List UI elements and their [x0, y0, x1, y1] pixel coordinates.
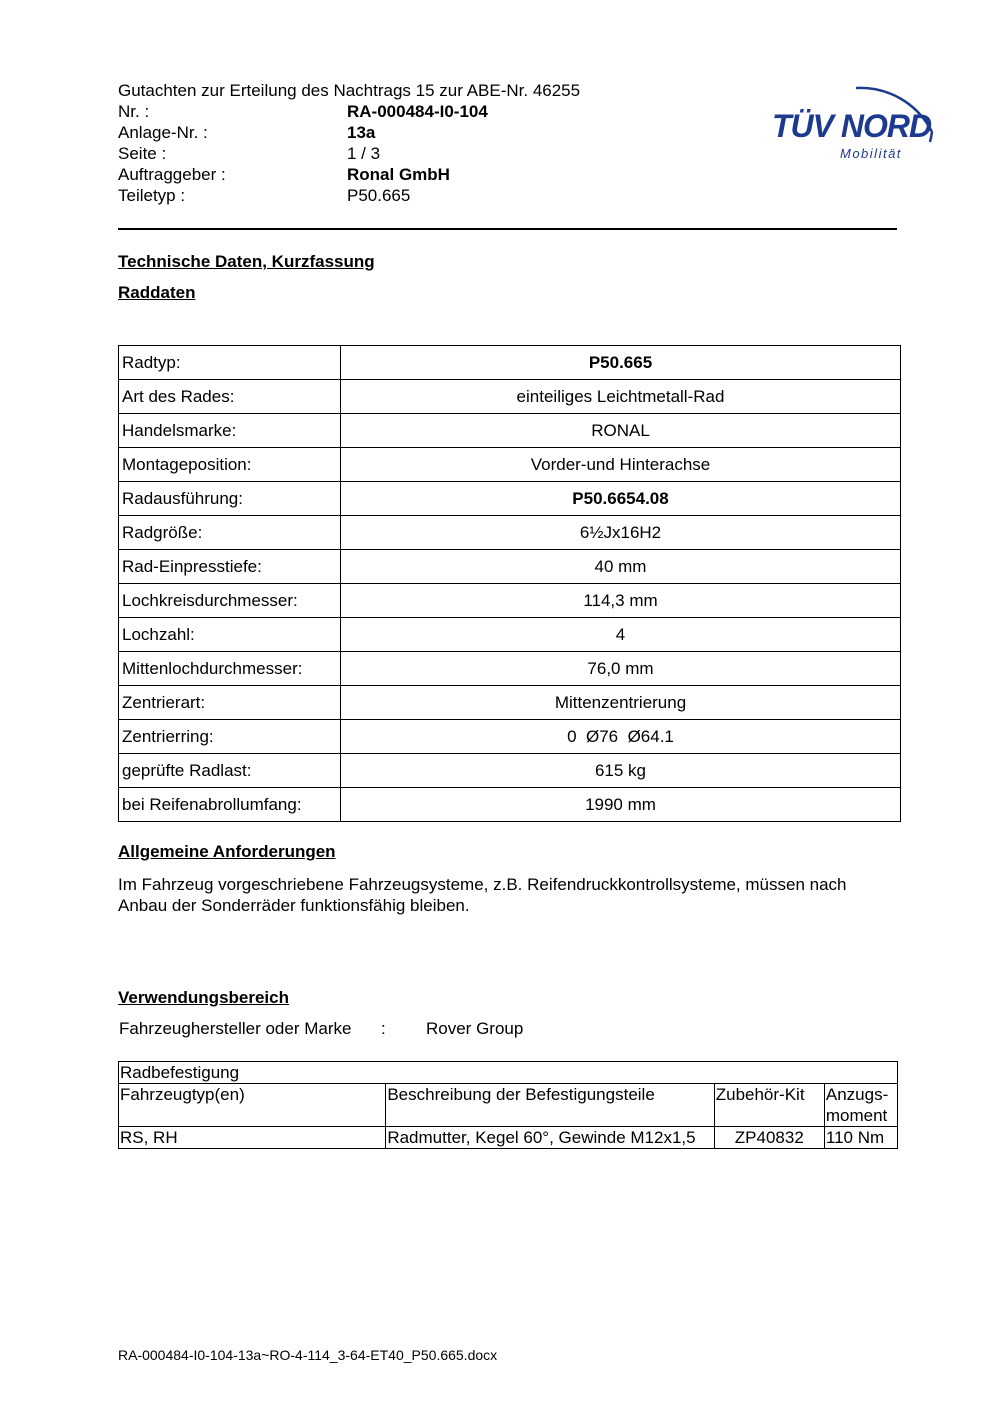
- table-cell: Radmutter, Kegel 60°, Gewinde M12x1,5: [386, 1127, 714, 1149]
- raddaten-value: RONAL: [341, 414, 901, 448]
- fahrzeughersteller-sep: :: [381, 1019, 386, 1038]
- header-row-nr: [118, 101, 758, 122]
- raddaten-key: Rad-Einpresstiefe:: [119, 550, 341, 584]
- table-row: [119, 686, 901, 720]
- header-value: 13a: [347, 123, 376, 142]
- raddaten-key: Mittenlochdurchmesser:: [119, 652, 341, 686]
- table-cell: ZP40832: [714, 1127, 824, 1149]
- header-row-seite: [118, 143, 758, 164]
- header-label: Auftraggeber :: [118, 165, 226, 184]
- table-row: [119, 516, 901, 550]
- table-row: [119, 618, 901, 652]
- raddaten-value: 76,0 mm: [341, 652, 901, 686]
- radbefestigung-table: [118, 1061, 898, 1149]
- raddaten-value: P50.665: [341, 346, 901, 380]
- raddaten-value: 6½Jx16H2: [341, 516, 901, 550]
- raddaten-value: 615 kg: [341, 754, 901, 788]
- raddaten-value: 40 mm: [341, 550, 901, 584]
- raddaten-key: Handelsmarke:: [119, 414, 341, 448]
- raddaten-key: geprüfte Radlast:: [119, 754, 341, 788]
- header-row-auftraggeber: [118, 164, 758, 185]
- header-cell: Beschreibung der Befestigungsteile: [386, 1084, 714, 1127]
- footer-filename: RA-000484-I0-104-13a~RO-4-114_3-64-ET40_P50.665.docx: [118, 1347, 498, 1363]
- header-value: RA-000484-I0-104: [347, 102, 488, 121]
- raddaten-key: Art des Rades:: [119, 380, 341, 414]
- raddaten-value: 4: [341, 618, 901, 652]
- logo-word: TÜV NORD: [772, 108, 932, 144]
- header-label: Teiletyp :: [118, 186, 186, 205]
- tuv-nord-logo: [766, 60, 946, 164]
- section-technische-daten: Technische Daten, Kurzfassung: [118, 252, 375, 271]
- table-row: [119, 482, 901, 516]
- header-row-anlage: [118, 122, 758, 143]
- raddaten-value: 114,3 mm: [341, 584, 901, 618]
- raddaten-value: Vorder-und Hinterachse: [341, 448, 901, 482]
- table-row: [119, 754, 901, 788]
- table-row: [119, 788, 901, 822]
- header-title: Gutachten zur Erteilung des Nachtrags 15 zur ABE-Nr. 46255: [118, 81, 581, 100]
- header-cell: Fahrzeugtyp(en): [119, 1084, 386, 1127]
- header-label: Seite :: [118, 144, 167, 163]
- table-row: [119, 720, 901, 754]
- raddaten-table: [118, 345, 901, 822]
- header-row-teiletyp: [118, 185, 758, 206]
- raddaten-value: 1990 mm: [341, 788, 901, 822]
- section-allgemeine-anforderungen: Allgemeine Anforderungen: [118, 842, 336, 861]
- raddaten-value: einteiliges Leichtmetall-Rad: [341, 380, 901, 414]
- section-verwendungsbereich: Verwendungsbereich: [118, 988, 289, 1007]
- raddaten-key: Lochzahl:: [119, 618, 341, 652]
- logo-sub: Mobilität: [840, 146, 902, 161]
- radbefestigung-title: Radbefestigung: [119, 1062, 898, 1084]
- section-raddaten: Raddaten: [118, 283, 196, 302]
- table-cell: RS, RH: [119, 1127, 386, 1149]
- header-cell: Zubehör-Kit: [714, 1084, 824, 1127]
- raddaten-key: bei Reifenabrollumfang:: [119, 788, 341, 822]
- raddaten-value: P50.6654.08: [341, 482, 901, 516]
- raddaten-key: Radtyp:: [119, 346, 341, 380]
- raddaten-key: Zentrierart:: [119, 686, 341, 720]
- table-row: [119, 652, 901, 686]
- header-value: P50.665: [347, 186, 411, 205]
- raddaten-value: 0 Ø76 Ø64.1: [341, 720, 901, 754]
- header-label: Anlage-Nr. :: [118, 123, 208, 142]
- header-value: 1 / 3: [347, 144, 381, 163]
- table-row: [119, 380, 901, 414]
- table-row: [119, 1062, 898, 1084]
- document-header: [118, 80, 758, 206]
- table-row: [119, 584, 901, 618]
- table-cell: 110 Nm: [824, 1127, 897, 1149]
- header-divider: [118, 228, 897, 230]
- raddaten-key: Lochkreisdurchmesser:: [119, 584, 341, 618]
- table-row: [119, 346, 901, 380]
- table-row: [119, 1127, 898, 1149]
- anzugsmoment-header: Anzugs-moment: [825, 1085, 889, 1125]
- raddaten-key: Radgröße:: [119, 516, 341, 550]
- fahrzeughersteller-line: [119, 1019, 523, 1039]
- raddaten-key: Montageposition:: [119, 448, 341, 482]
- raddaten-key: Zentrierring:: [119, 720, 341, 754]
- table-row: [119, 414, 901, 448]
- raddaten-value: Mittenzentrierung: [341, 686, 901, 720]
- fahrzeughersteller-label: Fahrzeughersteller oder Marke: [119, 1019, 352, 1038]
- table-row: [119, 550, 901, 584]
- fahrzeughersteller-value: Rover Group: [426, 1019, 524, 1038]
- table-header-row: [119, 1084, 898, 1127]
- header-cell: [824, 1084, 897, 1127]
- header-label: Nr. :: [118, 102, 150, 121]
- allgemeine-text: Im Fahrzeug vorgeschriebene Fahrzeugsysteme, z.B. Reifendruckkontrollsysteme, müssen nach Anbau der Sonderräder funktionsfähig bleiben.: [118, 875, 847, 915]
- header-value: Ronal GmbH: [347, 165, 450, 184]
- raddaten-key: Radausführung:: [119, 482, 341, 516]
- table-row: [119, 448, 901, 482]
